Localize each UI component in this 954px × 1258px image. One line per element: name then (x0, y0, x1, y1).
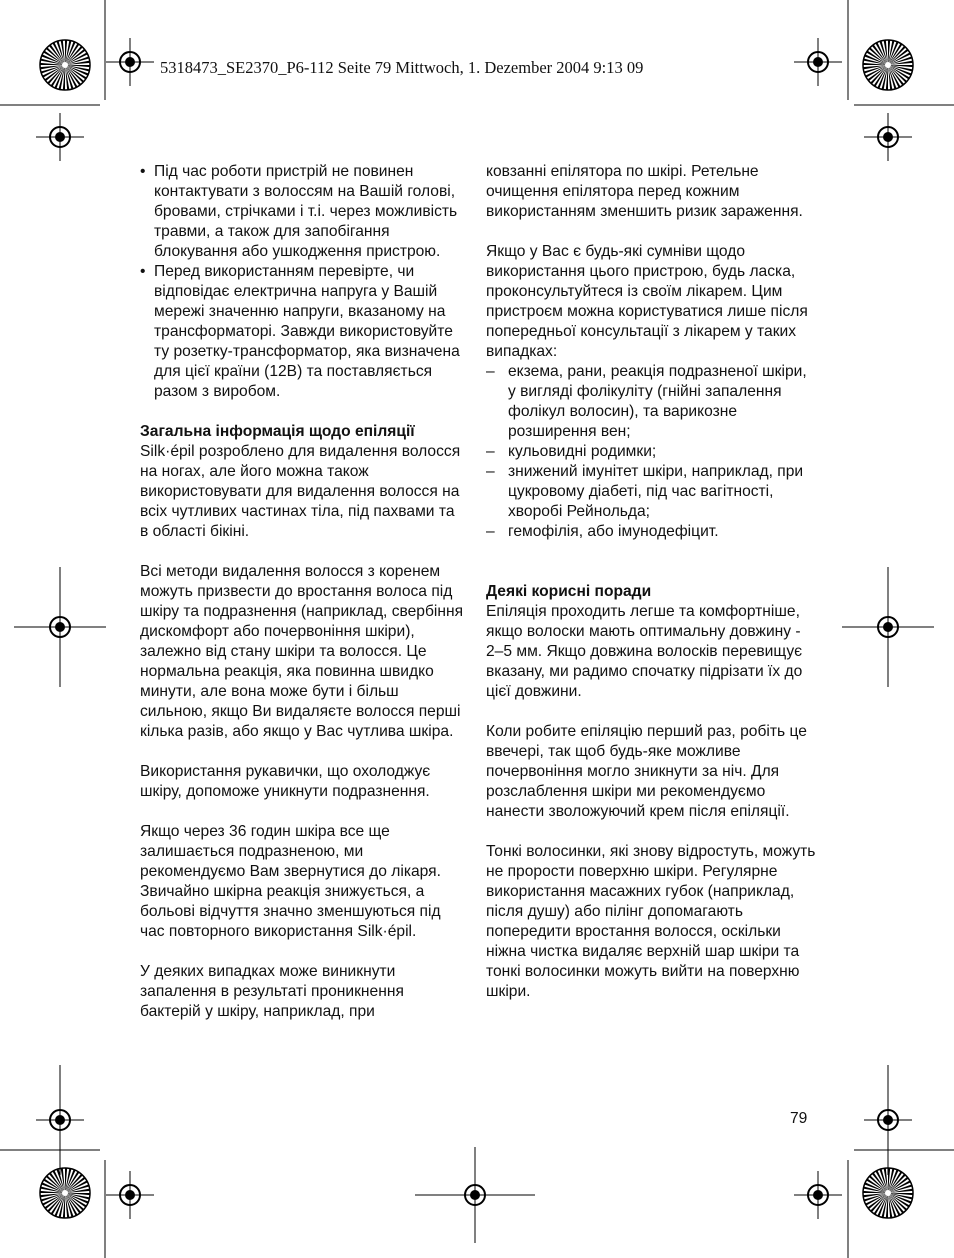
bullet-text: Перед використанням перевірте, чи відповідає електрична напруга у Вашій мережі значенню напруги, вказаному на трансформаторі. Завжди використовуйте ту розетку-трансформатор, яка визначена для цієї країни (12В) та поставляється разом з виробом. (154, 263, 460, 400)
bullet-item (140, 162, 465, 262)
paragraph: Якщо у Вас є будь-які сумніви щодо використання цього пристрою, будь ласка, проконсультуйтеся із своїм лікарем. Цим пристроєм можна користуватися лише після попередньої консультації з лікарем у таких випадках: (486, 243, 808, 360)
starburst-mark-icon (40, 40, 90, 90)
crosshair-mark-icon (36, 1065, 84, 1175)
bullet-marker: • (140, 163, 146, 180)
dash-text: кульовидні родимки; (508, 443, 657, 460)
dash-marker: – (486, 463, 495, 480)
section-heading-useful-tips: Деякі корисні поради (486, 583, 652, 600)
crosshair-mark-icon (794, 1171, 842, 1219)
crosshair-mark-icon (864, 113, 912, 161)
dash-text: гемофілія, або імунодефіцит. (508, 523, 719, 540)
paragraph: У деяких випадках може виникнути запалення в результаті проникнення бактерій у шкіру, наприклад, при (140, 963, 404, 1020)
dash-text: екзема, рани, реакція подразненої шкіри, у вигляді фолікуліту (гнійні запалення фолікул волосин), та варикозне розширення вен; (508, 363, 807, 440)
paragraph: ковзанні епілятора по шкірі. Ретельне очищення епілятора перед кожним використанням зменшить ризик зараження. (486, 163, 803, 220)
crosshair-mark-icon (864, 1065, 912, 1175)
crosshair-mark-icon (415, 1147, 535, 1243)
print-header: 5318473_SE2370_P6-112 Seite 79 Mittwoch, 1. Dezember 2004 9:13 09 (160, 58, 644, 77)
dash-item (486, 362, 816, 442)
paragraph: Коли робите епіляцію перший раз, робіть це ввечері, так щоб будь-яке можливе почервоніння могло зникнути за ніч. Для розслаблення шкіри ми рекомендуємо нанести зволожуючий крем після епіляції. (486, 723, 807, 820)
crosshair-mark-icon (106, 1171, 154, 1219)
dash-marker: – (486, 523, 495, 540)
paragraph: Епіляція проходить легше та комфортніше, якщо волоски мають оптимальну довжину - 2–5 мм. Якщо довжина волосків перевищує вказану, ми радимо спочатку підрізати їх до цієї довжини. (486, 603, 803, 700)
starburst-mark-icon (863, 40, 913, 90)
crosshair-mark-icon (794, 38, 842, 86)
bullet-text: Під час роботи пристрій не повинен контактувати з волоссям на Вашій голові, бровами, стрічками і т.і. через можливість травми, а також для запобігання блокування або ушкодження пристрою. (154, 163, 458, 260)
paragraph: Використання рукавички, що охолоджує шкіру, допоможе уникнути подразнення. (140, 763, 431, 800)
bullet-item (140, 262, 465, 402)
paragraph: Всі методи видалення волосся з коренем можуть призвести до вростання волоса під шкіру та подразнення (наприклад, свербіння дискомфорт або почервоніння шкіри), залежно від стану шкіри та волосся. Це нормальна реакція, яка повинна швидко минути, але вона може бути і більш сильною, якщо Ви видаляєте волосся перші кілька разів, або якщо у Вас чутлива шкіра. (140, 563, 464, 740)
dash-item (486, 522, 816, 542)
bullet-marker: • (140, 263, 146, 280)
section-heading-general-info: Загальна інформація щодо епіляції (140, 423, 415, 440)
crosshair-mark-icon (842, 567, 934, 687)
paragraph: Тонкі волосинки, які знову відростуть, можуть не прорости поверхню шкіри. Регулярне використання масажних губок (наприклад, після душу) або пілінг допомагають попередити вростання волосся, оскільки ніжна чистка видаляє верхній шар шкіри та тонкі волосинки можуть вийти на поверхню шкіри. (486, 843, 816, 1000)
dash-item (486, 462, 816, 522)
dash-marker: – (486, 443, 495, 460)
crosshair-mark-icon (106, 38, 154, 86)
left-column (140, 162, 465, 1022)
starburst-mark-icon (863, 1168, 913, 1218)
paragraph: Якщо через 36 годин шкіра все ще залишається подразненою, ми рекомендуємо Вам звернутися до лікаря. Звичайно шкірна реакція знижується, а больові відчуття значно зменшуються під час повторного використання Silk·épil. (140, 823, 441, 940)
dash-item (486, 442, 816, 462)
page-number: 79 (790, 1110, 808, 1127)
right-column (486, 162, 816, 1002)
starburst-mark-icon (40, 1168, 90, 1218)
crosshair-mark-icon (36, 113, 84, 161)
dash-marker: – (486, 363, 495, 380)
paragraph: Silk·épil розроблено для видалення волосся на ногах, але його можна також використовувати для видалення волосся на всіх чутливих частинах тіла, під пахвами та в області бікіні. (140, 443, 461, 540)
crosshair-mark-icon (14, 567, 106, 687)
dash-text: знижений імунітет шкіри, наприклад, при цукровому діабеті, під час вагітності, хворобі Рейнольда; (508, 463, 804, 520)
